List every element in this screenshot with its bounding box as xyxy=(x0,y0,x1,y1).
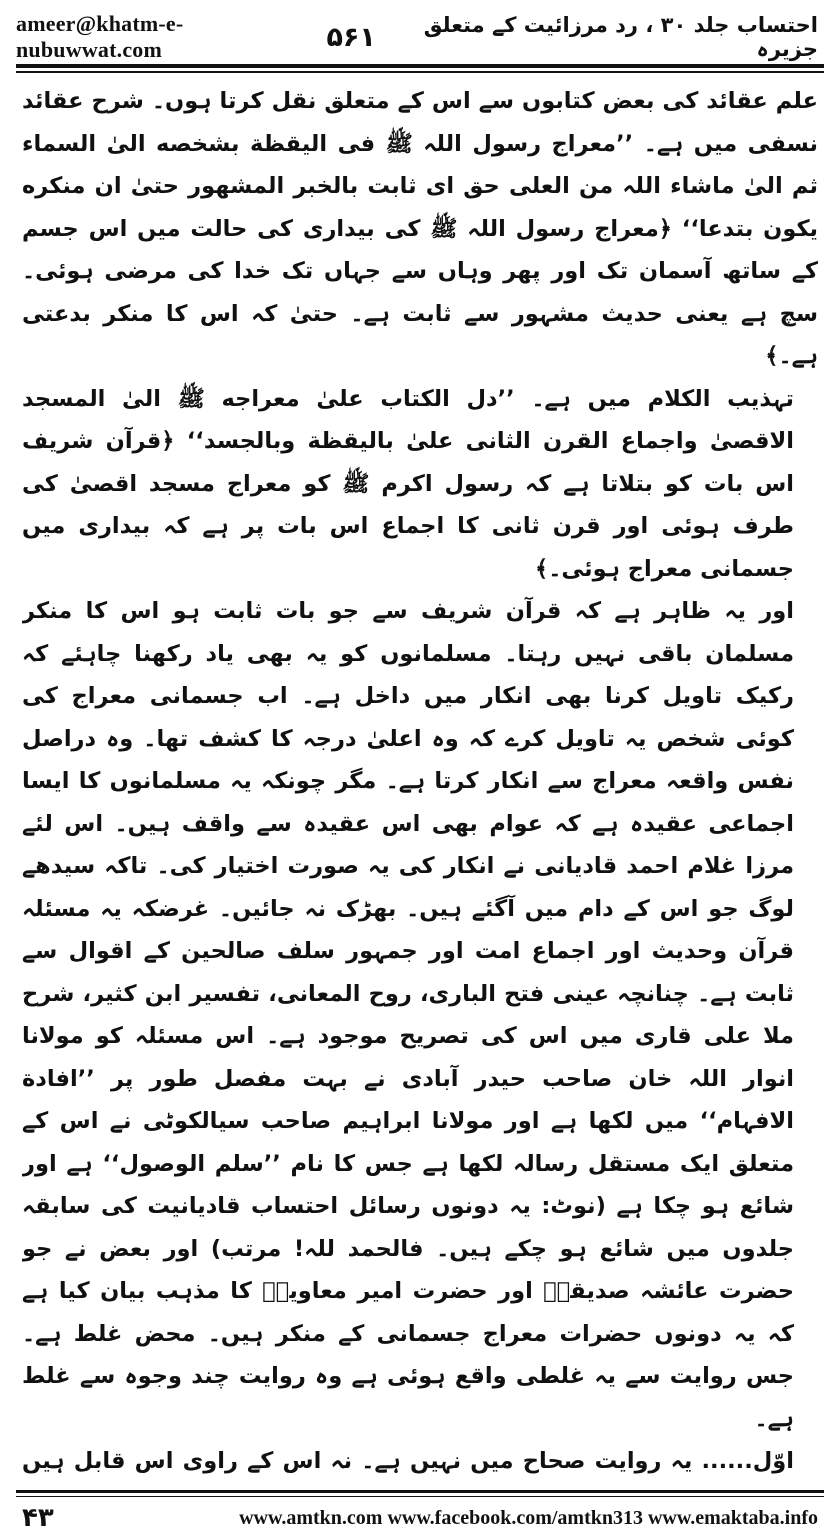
paragraph-2: تہذیب الکلام میں ہے۔ ’’دل الکتاب علیٰ معراجه ﷺ الیٰ المسجد الاقصیٰ واجماع القرن الثانی علیٰ بالیقظة وبالجسد‘‘ ﴿قرآن شریف اس بات کو بتلاتا ہے کہ رسول اکرم ﷺ کو معراج مسجد اقصیٰ کی طرف ہوئی اور قرن ثانی کا اجماع اس بات پر ہے کہ بیداری میں جسمانی معراج ہوئی۔﴾ xyxy=(22,385,794,582)
page-footer xyxy=(22,1500,818,1536)
footer-urls: www.amtkn.com www.facebook.com/amtkn313 www.emaktaba.info xyxy=(239,1506,818,1529)
header-title: احتساب جلد ۳۰ ، رد مرزائیت کے متعلق جزیرہ xyxy=(423,13,818,61)
paragraph-1: علم عقائد کی بعض کتابوں سے اس کے متعلق نقل کرتا ہوں۔ شرح عقائد نسفی میں ہے۔ ’’معراج رسول اللہ ﷺ فی الیقظة بشخصه الیٰ السماء ثم الیٰ ماشاء اللہ من العلی حق ای ثابت بالخبر المشهور حتیٰ ان منکره یکون بتدعا‘‘ ﴿معراج رسول اللہ ﷺ کی بیداری کی حالت میں اس جسم کے ساتھ آسمان تک اور پھر وہاں سے جہاں تک خدا کی مرضی ہوئی۔ سچ ہے یعنی حدیث مشہور سے ثابت ہے۔ حتیٰ کہ اس کا منکر بدعتی ہے۔﴾ xyxy=(22,88,818,369)
page-body xyxy=(22,80,818,1482)
page-header xyxy=(16,11,818,62)
header-left-group xyxy=(16,11,376,63)
footer-page-number: ۴۳ xyxy=(22,1503,54,1533)
header-rule-thin xyxy=(16,71,824,73)
paragraph-3: اور یہ ظاہر ہے کہ قرآن شریف سے جو بات ثابت ہو اس کا منکر مسلمان باقی نہیں رہتا۔ مسلمانوں کو یہ بھی یاد رکھنا چاہئے کہ رکیک تاویل کرنا بھی انکار میں داخل ہے۔ اب جسمانی معراج کی کوئی شخص یہ تاویل کرے کہ وہ اعلیٰ درجہ کا کشف تھا۔ وہ دراصل نفس واقعہ معراج سے انکار کرتا ہے۔ مگر چونکہ یہ مسلمانوں کا ایسا اجماعی عقیدہ ہے کہ عوام بھی اس عقیدہ سے واقف ہیں۔ اس لئے مرزا غلام احمد قادیانی نے انکار کی یہ صورت اختیار کی۔ تاکہ سیدھے لوگ جو اس کے دام میں آگئے ہیں۔ بھڑک نہ جائیں۔ غرضکہ یہ مسئلہ قرآن وحدیث اور اجماع امت اور جمہور سلف صالحین کے اقوال سے ثابت ہے۔ چنانچہ عینی فتح الباری، روح المعانی، تفسیر ابن کثیر، شرح ملا علی قاری میں اس کی تصریح موجود ہے۔ اس مسئلہ کو مولانا انوار اللہ خان صاحب حیدر آبادی نے بہت مفصل طور پر ’’افادة الافہام‘‘ میں لکھا ہے اور مولانا ابراہیم صاحب سیالکوٹی نے اس کے متعلق ایک مستقل رسالہ لکھا ہے جس کا نام ’’سلم الوصول‘‘ ہے اور شائع ہو چکا ہے (نوٹ: یہ دونوں رسائل احتساب قادیانیت کی سابقہ جلدوں میں شائع ہو چکے ہیں۔ فالحمد للہ! مرتب) اور بعض نے جو حضرت عائشہ صدیقہؓ اور حضرت امیر معاویہؓ کا مذہب بیان کیا ہے کہ یہ دونوں حضرات معراج جسمانی کے منکر ہیں۔ محض غلط ہے۔ جس روایت سے یہ غلطی واقع ہوئی ہے وہ روایت چند وجوہ سے غلط ہے۔ xyxy=(22,598,794,1432)
header-email: ameer@khatm-e-nubuwwat.com xyxy=(16,11,184,62)
paragraph-4: اوّل...... یہ روایت صحاح میں نہیں ہے۔ نہ اس کے راوی اس قابل ہیں xyxy=(22,1448,794,1474)
header-page-number: ۵۶۱ xyxy=(326,21,376,53)
footer-rule-thin xyxy=(16,1496,824,1497)
header-rule-thick xyxy=(16,64,824,68)
footer-rule-thick xyxy=(16,1490,824,1493)
